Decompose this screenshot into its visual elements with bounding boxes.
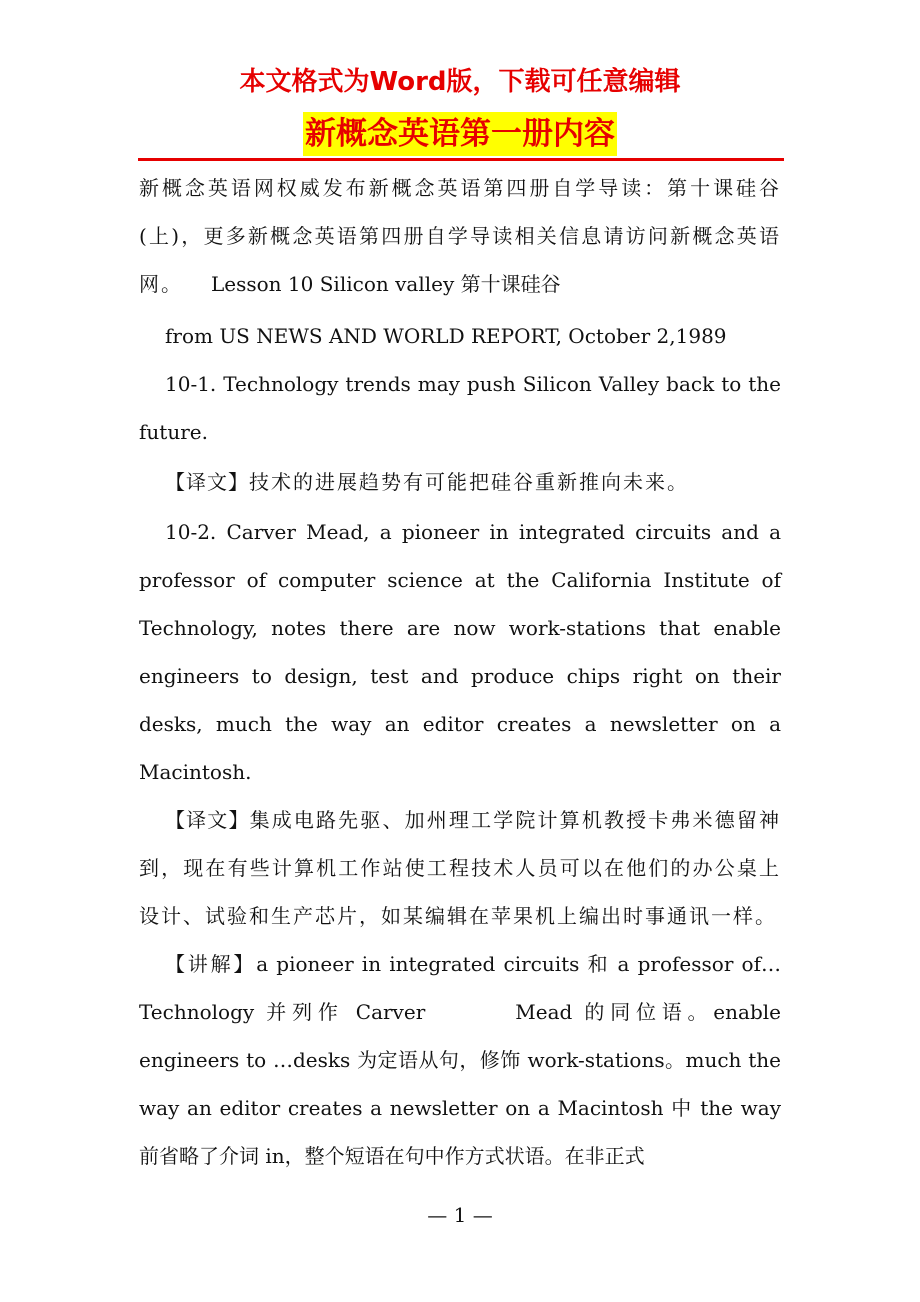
- page-number: — 1 —: [427, 1203, 493, 1227]
- download-banner: 本文格式为Word版，下载可任意编辑: [239, 67, 681, 97]
- translation-text: 集成电路先驱、加州理工学院计算机教授卡弗米德留神到，现在有些计算机工作站使工程技术人员可以在他们的办公桌上设计、试验和生产芯片，如某编辑在苹果机上编出时事通讯一样。: [139, 808, 782, 928]
- intro-text: 新概念英语网权威发布新概念英语第四册自学导读：第十课硅谷(上)，更多新概念英语第四册自学导读相关信息请访问新概念英语网。: [139, 176, 781, 296]
- document-title: 新概念英语第一册内容: [303, 112, 617, 156]
- explanation-text-1: a pioneer in integrated circuits 和 a professor of…Technology 并列作 Carver: [139, 952, 782, 1024]
- lesson-heading: Lesson 10 Silicon valley 第十课硅谷: [211, 272, 561, 296]
- intro-paragraph: [139, 164, 781, 308]
- title-wrapper: [0, 112, 920, 156]
- explanation-paragraph: [139, 940, 781, 1180]
- explanation-text-2: Mead 的同位语。enable engineers to …desks 为定语从句，修饰 work-stations。much the way an editor creates a newsletter on a Macintosh 中 the way 前省略了介词 in，整个短语在句中作方式状语。在非正式: [139, 1000, 781, 1168]
- translation-text: 技术的进展趋势有可能把硅谷重新推向未来。: [249, 470, 689, 494]
- document-body: [139, 164, 781, 1180]
- title-divider: [138, 158, 784, 161]
- translation-tag: 【译文】: [165, 808, 250, 832]
- explanation-tag: 【讲解】: [165, 952, 257, 976]
- source-line: from US NEWS AND WORLD REPORT, October 2,1989: [165, 324, 727, 348]
- sentence-10-2-english: 10-2. Carver Mead, a pioneer in integrated circuits and a professor of computer science at the California Institute of Technology, notes there are now work-stations that enable engineers to design, test and produce chips right on their desks, much the way an editor creates a newsletter on a Macintosh.: [139, 520, 781, 784]
- sentence-10-1-english: 10-1. Technology trends may push Silicon Valley back to the future.: [139, 372, 781, 444]
- translation-tag: 【译文】: [165, 470, 249, 494]
- sentence-10-2-translation: [139, 796, 781, 940]
- sentence-10-1-translation: [139, 458, 781, 506]
